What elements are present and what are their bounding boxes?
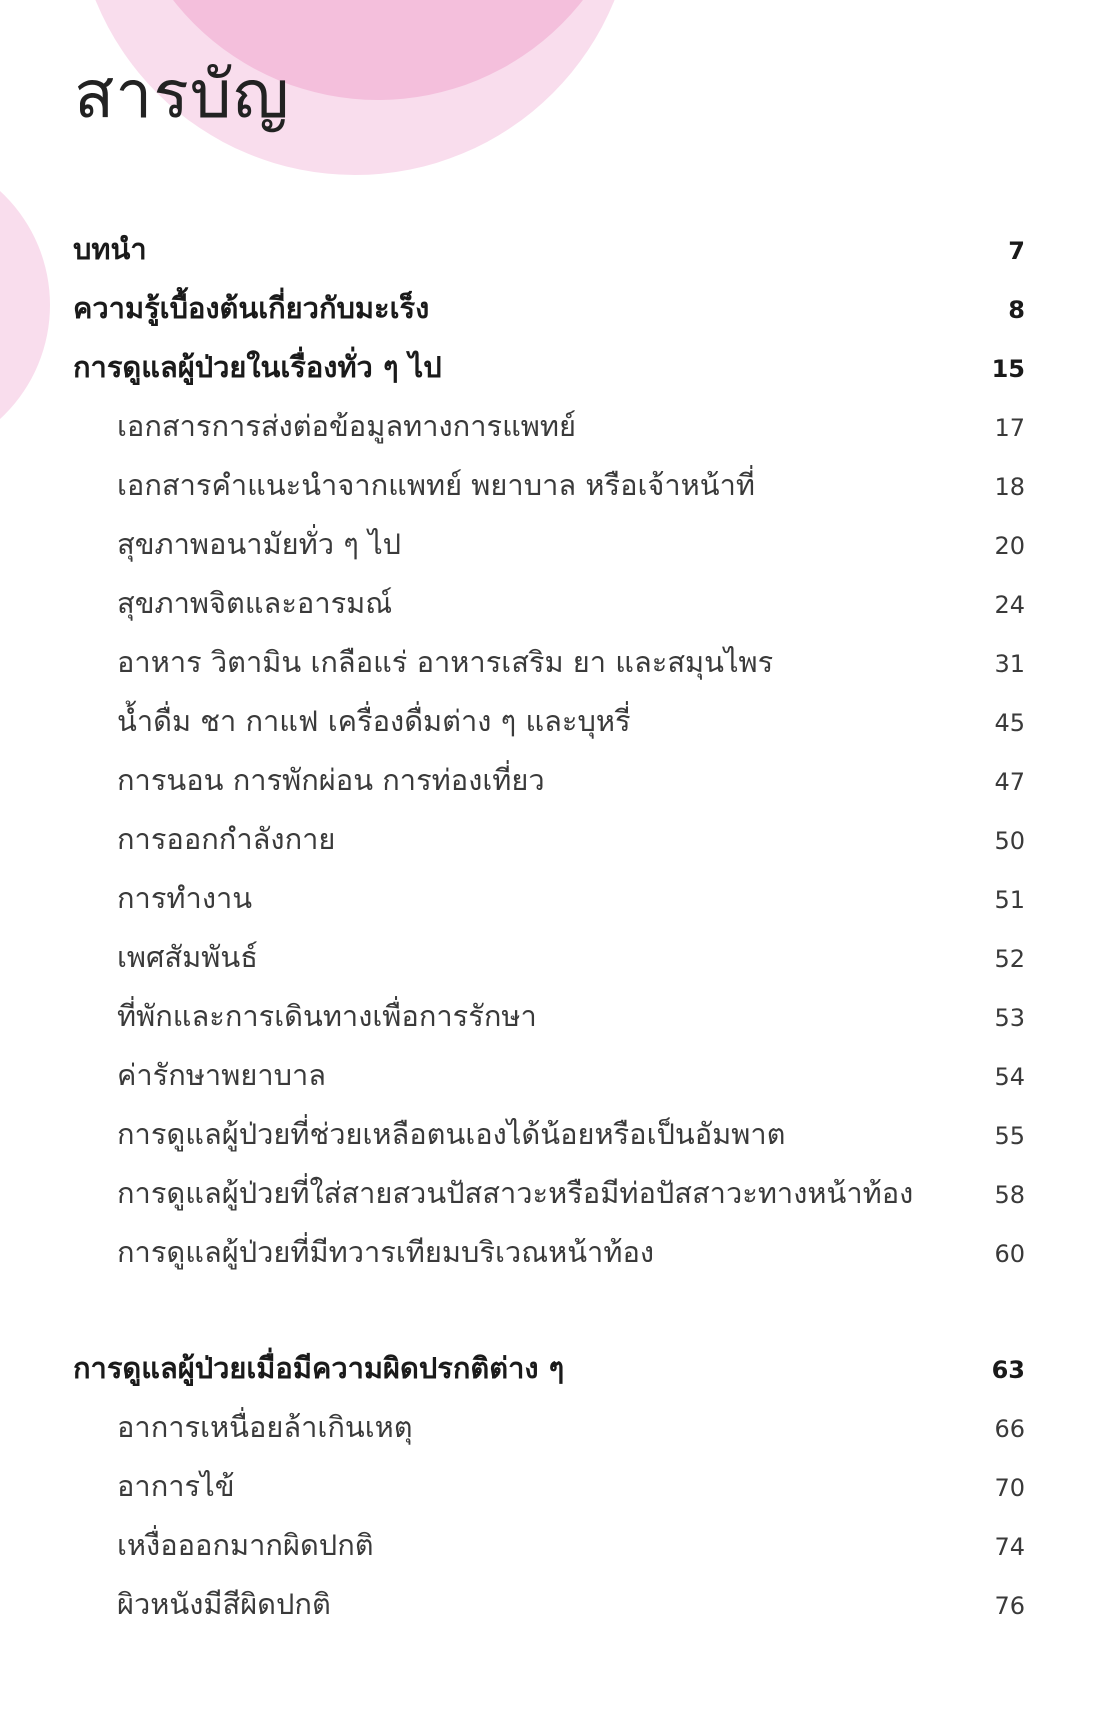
toc-entry-page-number: 15 xyxy=(991,355,1025,383)
toc-entry-title: ความรู้เบื้องต้นเกี่ยวกับมะเร็ง xyxy=(73,291,430,325)
toc-entry-page-number: 8 xyxy=(1008,296,1025,324)
toc-entry-title: อาการไข้ xyxy=(117,1469,235,1503)
toc-entry-title: เพศสัมพันธ์ xyxy=(117,940,258,974)
toc-entry-chapter[interactable] xyxy=(73,226,1025,272)
toc-entry-section[interactable] xyxy=(117,698,1025,744)
toc-entry-chapter[interactable] xyxy=(73,1345,1025,1391)
toc-entry-page-number: 60 xyxy=(994,1240,1025,1268)
toc-entry-title: การดูแลผู้ป่วยในเรื่องทั่ว ๆ ไป xyxy=(73,350,442,384)
toc-entry-page-number: 70 xyxy=(994,1474,1025,1502)
toc-entry-section[interactable] xyxy=(117,521,1025,567)
toc-entry-page-number: 17 xyxy=(994,414,1025,442)
toc-entry-title: เหงื่อออกมากผิดปกติ xyxy=(117,1528,374,1562)
toc-entry-section[interactable] xyxy=(117,1229,1025,1275)
toc-entry-page-number: 74 xyxy=(994,1533,1025,1561)
toc-entry-title: ที่พักและการเดินทางเพื่อการรักษา xyxy=(117,999,537,1033)
toc-entry-title: อาหาร วิตามิน เกลือแร่ อาหารเสริม ยา และสมุนไพร xyxy=(117,645,774,679)
toc-entry-page-number: 47 xyxy=(994,768,1025,796)
toc-entry-title: สุขภาพจิตและอารมณ์ xyxy=(117,586,393,620)
toc-entry-page-number: 63 xyxy=(991,1356,1025,1384)
toc-entry-title: การนอน การพักผ่อน การท่องเที่ยว xyxy=(117,763,545,797)
toc-entry-page-number: 53 xyxy=(994,1004,1025,1032)
toc-entry-section[interactable] xyxy=(117,639,1025,685)
toc-entry-section[interactable] xyxy=(117,1052,1025,1098)
toc-entry-section[interactable] xyxy=(117,816,1025,862)
toc-entry-page-number: 54 xyxy=(994,1063,1025,1091)
toc-entry-section[interactable] xyxy=(117,462,1025,508)
toc-entry-section[interactable] xyxy=(117,1111,1025,1157)
toc-entry-section[interactable] xyxy=(117,1581,1025,1627)
toc-entry-title: เอกสารคำแนะนำจากแพทย์ พยาบาล หรือเจ้าหน้าที่ xyxy=(117,468,756,502)
toc-entry-section[interactable] xyxy=(117,403,1025,449)
toc-entry-section[interactable] xyxy=(117,934,1025,980)
toc-entry-page-number: 55 xyxy=(994,1122,1025,1150)
toc-entry-chapter[interactable] xyxy=(73,285,1025,331)
toc-entry-section[interactable] xyxy=(117,580,1025,626)
toc-entry-section[interactable] xyxy=(117,875,1025,921)
toc-entry-title: น้ำดื่ม ชา กาแฟ เครื่องดื่มต่าง ๆ และบุหรี่ xyxy=(117,704,631,738)
toc-entry-title: ผิวหนังมีสีผิดปกติ xyxy=(117,1587,331,1621)
toc-entry-page-number: 66 xyxy=(994,1415,1025,1443)
toc-entry-title: การดูแลผู้ป่วยที่ใส่สายสวนปัสสาวะหรือมีท่อปัสสาวะทางหน้าท้อง xyxy=(117,1176,914,1210)
toc-entry-title: การดูแลผู้ป่วยเมื่อมีความผิดปรกติต่าง ๆ xyxy=(73,1351,565,1385)
toc-entry-page-number: 58 xyxy=(994,1181,1025,1209)
toc-entry-page-number: 76 xyxy=(994,1592,1025,1620)
toc-entry-section[interactable] xyxy=(117,757,1025,803)
toc-entry-page-number: 45 xyxy=(994,709,1025,737)
toc-entry-title: การออกกำลังกาย xyxy=(117,822,336,856)
toc-entry-title: เอกสารการส่งต่อข้อมูลทางการแพทย์ xyxy=(117,409,577,443)
toc-entry-section[interactable] xyxy=(117,993,1025,1039)
toc-entry-page-number: 52 xyxy=(994,945,1025,973)
toc-entry-page-number: 24 xyxy=(994,591,1025,619)
toc-entry-section[interactable] xyxy=(117,1463,1025,1509)
toc-entry-chapter[interactable] xyxy=(73,344,1025,390)
page-title: สารบัญ xyxy=(74,56,290,133)
toc-entry-title: บทนำ xyxy=(73,232,147,266)
toc-entry-section[interactable] xyxy=(117,1404,1025,1450)
toc-entry-page-number: 51 xyxy=(994,886,1025,914)
toc-entry-title: การดูแลผู้ป่วยที่ช่วยเหลือตนเองได้น้อยหรือเป็นอัมพาต xyxy=(117,1117,786,1151)
toc-entry-title: อาการเหนื่อยล้าเกินเหตุ xyxy=(117,1410,413,1444)
toc-entry-page-number: 7 xyxy=(1008,237,1025,265)
toc-entry-section[interactable] xyxy=(117,1522,1025,1568)
toc-entry-page-number: 31 xyxy=(994,650,1025,678)
toc-entry-page-number: 20 xyxy=(994,532,1025,560)
toc-entry-page-number: 18 xyxy=(994,473,1025,501)
toc-entry-title: การดูแลผู้ป่วยที่มีทวารเทียมบริเวณหน้าท้อง xyxy=(117,1235,655,1269)
toc-entry-section[interactable] xyxy=(117,1170,1025,1216)
decorative-pink-circle-left-outer xyxy=(0,150,50,460)
toc-entry-page-number: 50 xyxy=(994,827,1025,855)
toc-entry-title: ค่ารักษาพยาบาล xyxy=(117,1058,327,1092)
toc-entry-title: สุขภาพอนามัยทั่ว ๆ ไป xyxy=(117,527,402,561)
toc-entry-title: การทำงาน xyxy=(117,881,253,915)
